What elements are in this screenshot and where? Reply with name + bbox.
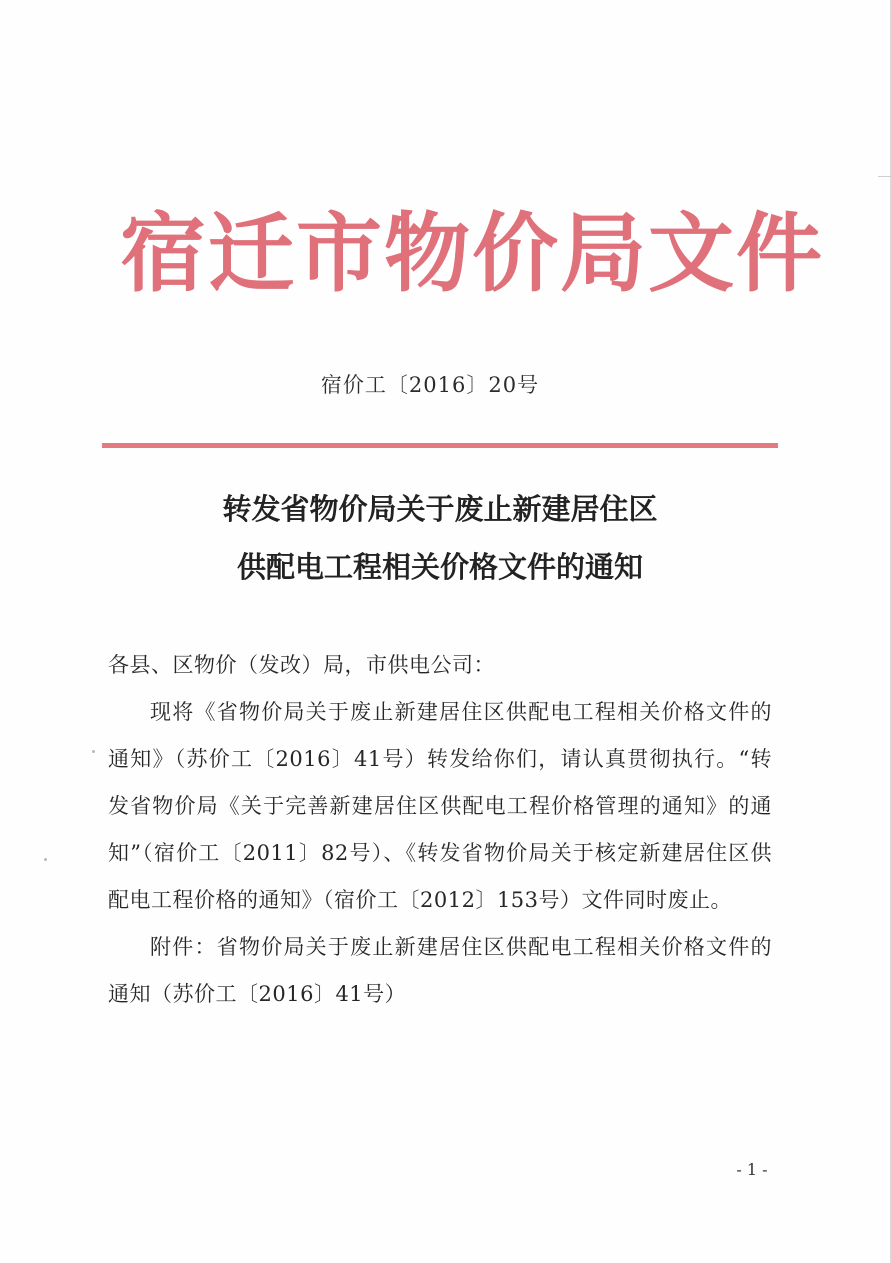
page-number: - 1 - xyxy=(736,1160,768,1179)
notice-title-line-1: 转发省物价局关于废止新建居住区 xyxy=(222,492,658,526)
notice-title-line-2: 供配电工程相关价格文件的通知 xyxy=(236,550,643,584)
red-divider-rule xyxy=(102,443,778,448)
scan-speck xyxy=(44,858,47,861)
notice-body xyxy=(108,642,772,1018)
scan-speck xyxy=(92,750,95,753)
attachment-paragraph: 附件：省物价局关于废止新建居住区供配电工程相关价格文件的通知（苏价工〔2016〕41号） xyxy=(108,935,772,1006)
addressee-line: 各县、区物价（发改）局，市供电公司： xyxy=(108,653,495,677)
scan-edge-mark xyxy=(878,176,892,177)
agency-title: 宿迁市物价局文件 xyxy=(120,203,824,304)
document-number: 宿价工〔2016〕20号 xyxy=(320,373,540,397)
main-paragraph: 现将《省物价局关于废止新建居住区供配电工程相关价格文件的通知》（苏价工〔2016〕41号）转发给你们，请认真贯彻执行。“转发省物价局《关于完善新建居住区供配电工程价格管理的通知》的通知”（宿价工〔2011〕82号）、《转发省物价局关于核定新建居住区供配电工程价格的通知》（宿价工〔2012〕153号）文件同时废止。 xyxy=(108,700,772,912)
notice-title xyxy=(100,480,780,596)
